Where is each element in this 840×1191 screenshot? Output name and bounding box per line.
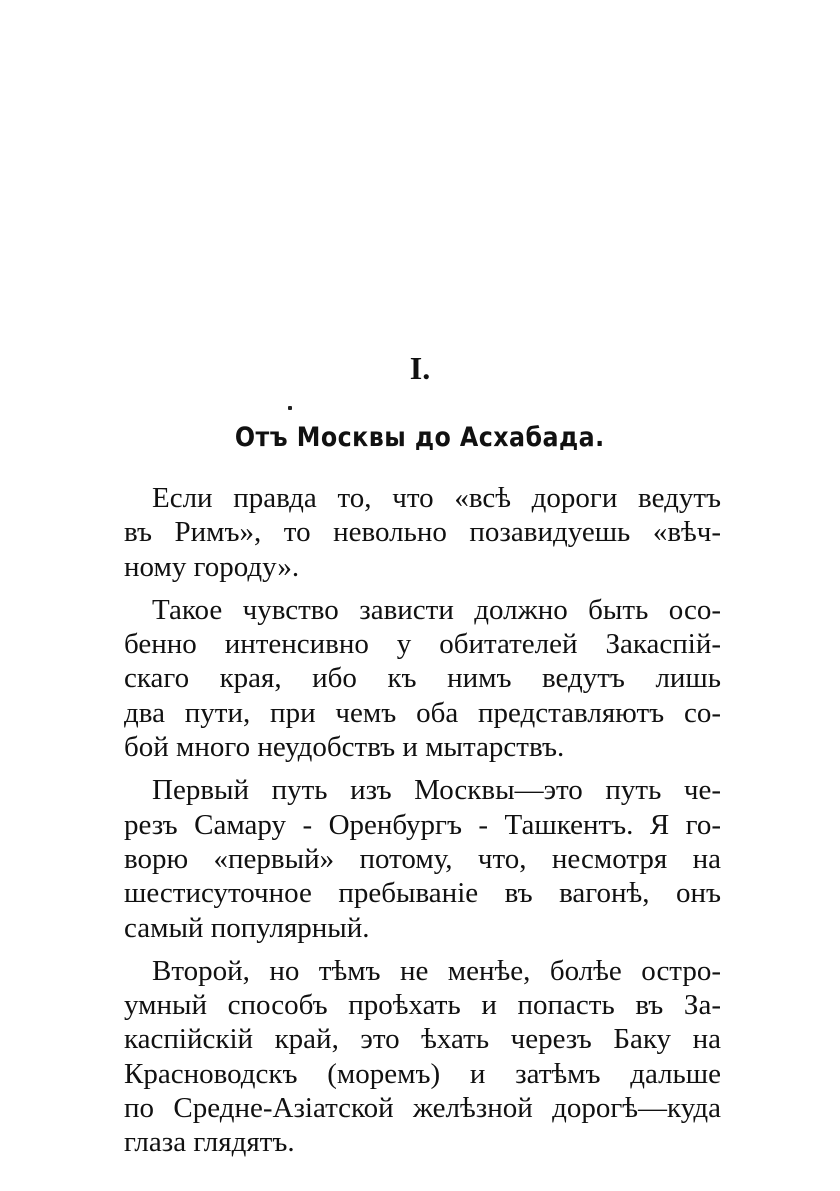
- chapter-number: [0, 350, 840, 386]
- text-line: каспійскій край, это ѣхать черезъ Баку на: [124, 1023, 721, 1056]
- text-line: шестисуточное пребываніе въ вагонѣ, онъ: [124, 877, 721, 910]
- text-line: умный способъ проѣхать и попасть въ За-: [124, 989, 721, 1022]
- text-line: ворю «первый» потому, что, несмотря на: [124, 842, 721, 875]
- text-line: два пути, при чемъ оба представляютъ со-: [124, 696, 721, 729]
- text-line: бой много неудобствъ и мытарствъ.: [124, 731, 565, 764]
- text-line: Второй, но тѣмъ не менѣе, болѣе остро-: [152, 954, 721, 987]
- text-line: по Средне-Азіатской желѣзной дорогѣ—куда: [124, 1092, 721, 1125]
- text-line: Первый путь изъ Москвы—это путь че-: [152, 774, 721, 807]
- text-line: глаза глядятъ.: [124, 1126, 295, 1159]
- text-line: резъ Самару - Оренбургъ - Ташкентъ. Я го-: [124, 808, 721, 841]
- paragraph-1: [124, 481, 721, 584]
- chapter-number-text: I.: [409, 350, 431, 386]
- chapter-body: [124, 481, 721, 1169]
- chapter-title: Отъ Москвы до Асхабада.: [234, 422, 605, 453]
- text-line: Красноводскъ (моремъ) и затѣмъ дальше: [124, 1057, 721, 1090]
- text-line: Такое чувство зависти должно быть осо-: [152, 593, 721, 626]
- paragraph-4: [124, 954, 721, 1160]
- text-line: скаго края, ибо къ нимъ ведутъ лишь: [124, 662, 721, 695]
- paragraph-2: [124, 593, 721, 764]
- text-line: самый популярный.: [124, 911, 370, 944]
- text-line: въ Римъ», то невольно позавидуешь «вѣч-: [124, 516, 721, 549]
- text-line: бенно интенсивно у обитателей Закаспій-: [124, 628, 721, 661]
- print-speck: [288, 406, 292, 410]
- text-line: ному городу».: [124, 550, 300, 583]
- text-line: Если правда то, что «всѣ дороги ведутъ: [152, 482, 721, 514]
- paragraph-3: [124, 773, 721, 944]
